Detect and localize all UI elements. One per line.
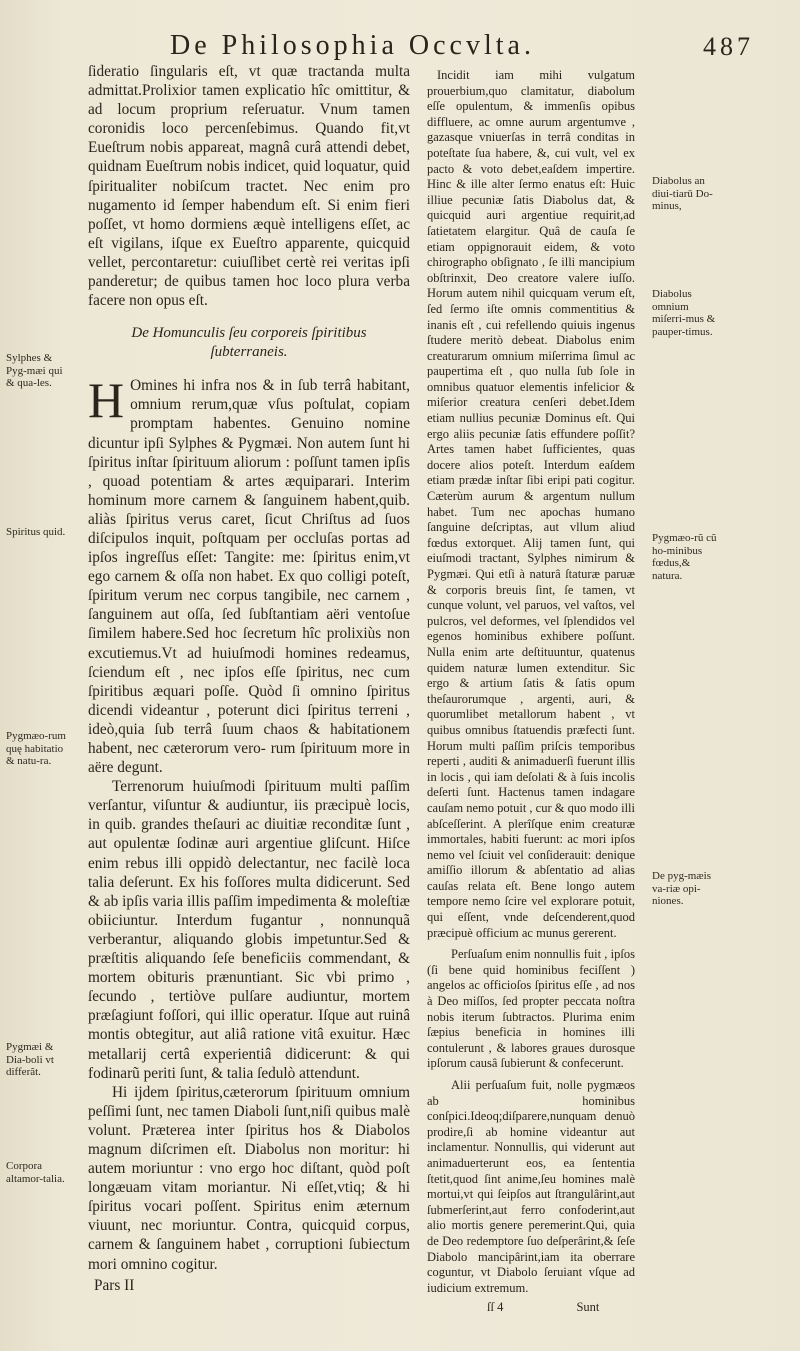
left-paragraph-4: Hi ijdem ſpiritus,cæterorum ſpirituum omnium peſſimi ſunt, nec tamen Diaboli ſunt,niſi quibus malè volunt. Præterea inter ſpiritus hos & Diabolos magnum diſcrimen eſt. Diabolus non moritur: hi autem moriuntur : vno ergo hoc diſtant, quòd poſt longæuam vitam moriantur. Ni eſſet,vtiq; & hi ſpiritus vocari poſſent. Spiritus enim æternum viuunt, nec moriuntur. Contra, quicquid corpus, carnem & ſanguinem habet , corruptioni ſubiectum mori omnino cogitur. <box>88 1083 410 1273</box>
footer-line <box>427 1300 635 1316</box>
margin-note-sylphes: Sylphes & Pyg-mæi qui & qua-les. <box>6 352 63 389</box>
catchword: Sunt <box>576 1300 600 1315</box>
margin-note-opiniones: De pyg-mæis va-riæ opi-niones. <box>652 870 711 907</box>
signature-mark-right: ſſ 4 <box>487 1300 504 1315</box>
left-paragraph-2 <box>88 372 410 777</box>
right-paragraph-2: Perſuaſum enim nonnullis fuit , ipſos (ſi bene quid hominibus feciſſent ) angelos ac officioſos ſpiritus eſſe , ad nos à Deo miſſos, ſed propter peccata noſtra nobis iterum ſubtractos. Plurima enim ſæpius beneficia in homines illi contulerunt , & labores graues durosque ipſorum causâ ſubierunt & confecerunt. <box>427 947 635 1071</box>
right-paragraph-1: Incidit iam mihi vulgatum prouerbium,quo clamitatur, diabolum eſſe opulentum, & immenſis opibus diffluere, ac omne aurum argentumve , gazasque vniuerſas in terrâ conditas in poteſtate ſua habere, &, cui vult, vel ex pacto & voto debet,eaſdem impertire. Hinc & ille alter ſermo enatus eſt: Huic illiue pecuniæ ſatis Diabolus dat, & quicquid auri argentiue requirit,ad ſatietatem elargitur. Quâ de cauſa ſe etiam oppignorauit eidem, & voto chirographo obſignato , ſe illi mancipium obſtrinxit, Deo creatore valere iuſſo. Horum autem nihil quicquam verum eſt, ſed ſermo iſte omnis commentitius & inanis eſt , cui refellendo quiuis ingenus ſtudere meritò debeat. Diabolus enim creaturarum omnium miſerrima ſimul ac paupertima eſt , quo nulla ſub ſole in omnibus quatuor elementis infelicior & miſerior creatura cenſeri debet.Idem etiam nullius pecuniæ Dominus eſt. Qui ergo aliis pecuniæ ſatis effundere poſſit? Artes tamen habet ſufficientes, quas docere alios poteſt. Interdum eaſdem etiam prædæ inſtar ſibi eripi pati cogitur. Cæterùm aurum & argentum nullum habet. Tum nec apochas humano ſanguine deſcriptas, aut vllum aliud fœdus extorquet. Alij tamen ſunt, qui eiuſmodi tractant, Sylphes nimirum & Pygmæi. Qui etſi à naturâ ſtaturæ paruæ & corporis breuis ſint, ſe tamen, vt cunque volunt, vel paruos, vel vaſtos, vel pulcros, vel deformes, vel ſplendidos vel egenos hominibus exhibere poſſunt. Nulla enim arte deſtituuntur, quatenus quidem naturæ lumen extenditur. Sic ergo & artium ſatis & ſatis opum theſaurorumque , argenti, auri, & quorumlibet metallorum habent , vt quibus omnibus ſtatuendis præfecti ſunt. Horum multi paſſim priſcis temporibus reperti , auditi & animaduerſi fuerunt illis in locis , qui iam deſolati & à ſuis incolis deſerti ſunt. Hactenus tamen indagare cauſam nemo potuit , cur & quo modo illi abſceſſerint. A plerîſque enim creaturæ immortales, habiti fuerunt: ac mori ipſos nemo vel ſciuit vel conſiderauit: denique amiſſio illorum & abſentatio ad alias cauſas relata eſt. Bene longo autem tempore nemo ſcire vel explorare potuit, qui eſſent, vnde deſcenderent,quod præcipuè officium ac munus gererent. <box>427 68 635 940</box>
left-paragraph-2-text: Omines hi infra nos & in ſub terrâ habitant, omnium rerum,quæ vſus poſtulat, copiam promptam habentes. Genuino nomine dicuntur ipſi Sylphes & Pygmæi. Non autem ſunt hi ſpiritus inſtar ſpirituum aliorum : poſſunt tamen ipſis , quoad potentiam & artes æquiparari. Interim hominum more carnem & ſanguinem habent,quib. aliàs ſpiritus verus caret, ſicut Chriſtus ad ſuos diſcipulos inquit, poſtquam per occluſas portas ad ipſos ingreſſus eſſet: Tangite: me: ſpiritus enim,vt ego carnem & oſſa non habet. Ex quo colligi poteſt, ſpiritum verum nec corpus tangibile, nec carnem , ſanguinem aut oſſa, ſed ſubſtantiam aëri ventoſue ſimilem habere.Sed hoc ſecretum hîc prolixiùs non excutiemus.Vt ad huiuſmodi homines redeamus, ſciendum eſt , nec ipſos eſſe ſpiritus, nec cum ſpiritibus æquari poſſe. Quòd ſi omnino ſpiritus dicendi videantur , poterunt dici ſpiritus terreni , ideò,quia ſub terrâ ſuum chaos & habitationem habent, nec cæterorum vero- rum ſpirituum more in aëre degunt. <box>88 377 410 777</box>
left-paragraph-1: ſideratio ſingularis eſt, vt quæ tractanda multa admittat.Prolixior tamen explicatio hîc omittitur, & ad locum proprium reſeruatur. Vnum tamen coronidis loco percenſebimus. Quando fit,vt Eueſtrum nobis appareat, magnâ curâ attendi debet, quidnam Eueſtrum nobis indicet, quid loquatur, quid ſpiritualiter nobiſcum tractet. Nec enim pro nugamento id ſemper habendum eſt. Si enim fieri poſſet, vt homo dormiens æquè intelligens eſſet, ac eſt vigilans, iſque ex Eueſtro apparente, quicquid vellet, percontaretur: cuiuſlibet certè rei veritas ipſi panderetur; de quibus tamen hoc loco plura verba facere non opus eſt. <box>88 63 410 310</box>
margin-note-corpora: Corpora altamor-talia. <box>6 1160 65 1185</box>
right-paragraph-3: Alii perſuaſum fuit, nolle pygmæos ab hominibus conſpici.Ideoq;diſparere,nunquam denuò prodire,ſi ab homine videantur aut inclamentur. Nonnullis, qui viderunt aut animaduerterunt eos, ea ſententia ſtetit,quod ſint anime,ſeu homines malè mortui,vt qui ſeipſos aut ſtrangulârint,aut ſubmerſerint,aut ferro confoderint,aut alio mortis genere peremerint.Qui, quia de Deo redemptore ſuo deſperârint,& ſeſe Diabolo mancipârint,iam ita oberrare coguntur, vt Diabolo ſeruiant vſque ad iudicium extremum. <box>427 1078 635 1295</box>
margin-note-diabolus-miser: Diabolus omnium miſerri-mus & pauper-timus. <box>652 288 716 338</box>
running-head <box>170 30 760 64</box>
margin-note-foedus: Pygmæo-rũ cũ ho-minibus fœdus,& natura. <box>652 532 717 582</box>
section-heading: De Homunculis ſeu corporeis ſpiritibus ſubterraneis. <box>131 325 367 361</box>
margin-note-diaboli: Pygmæi & Dia-boli vt differãt. <box>6 1041 54 1078</box>
right-column <box>427 68 635 1316</box>
left-paragraph-3: Terrenorum huiuſmodi ſpirituum multi paſſim verſantur, viſuntur & audiuntur, iis præcipuè locis, in quib. grandes theſauri ac diuitiæ reconditæ ſunt , aut opulentæ ſodinæ auri argentiue gliſcunt. Hiſce enim rebus illi oppidò delectantur, nec facilè loca talia deſerunt. Ex his foſſores multa didicerunt. Sed & ab ipſis varia illis paſſim impedimenta & moleſtiæ obiiciuntur. Interdum fugantur , nonnunquã verberantur, aliquando globis impetuntur.Sed & præſtitis aliquando ſeſe beneficiis commendant, & mortem obituris prænuntiant. Sic vbi primo , ſecundo , tertiòve pulſare audiuntur, mortem præſagiunt foſſori, qui illic operatur. Iſque aut ruinâ montis obtegitur, aut aliâ ratione vitâ exuitur. Hæc metallarij certâ experientiâ didicerunt: & qui fodinarũ periti ſunt, & talia ſedulò attendunt. <box>88 778 410 1082</box>
margin-note-diabolus-dives: Diabolus an diui-tiarū Do-minus, <box>652 175 713 212</box>
margin-note-spiritus: Spiritus quid. <box>6 526 66 538</box>
left-column <box>88 62 410 1295</box>
drop-cap: H <box>88 372 125 429</box>
signature-mark: Pars II <box>94 1276 135 1294</box>
running-head-title: De Philosophia Occvlta. <box>170 30 535 61</box>
page-number: 487 <box>703 32 754 61</box>
margin-note-habitatio: Pygmæo-rum quę habitatio & natu-ra. <box>6 730 66 767</box>
